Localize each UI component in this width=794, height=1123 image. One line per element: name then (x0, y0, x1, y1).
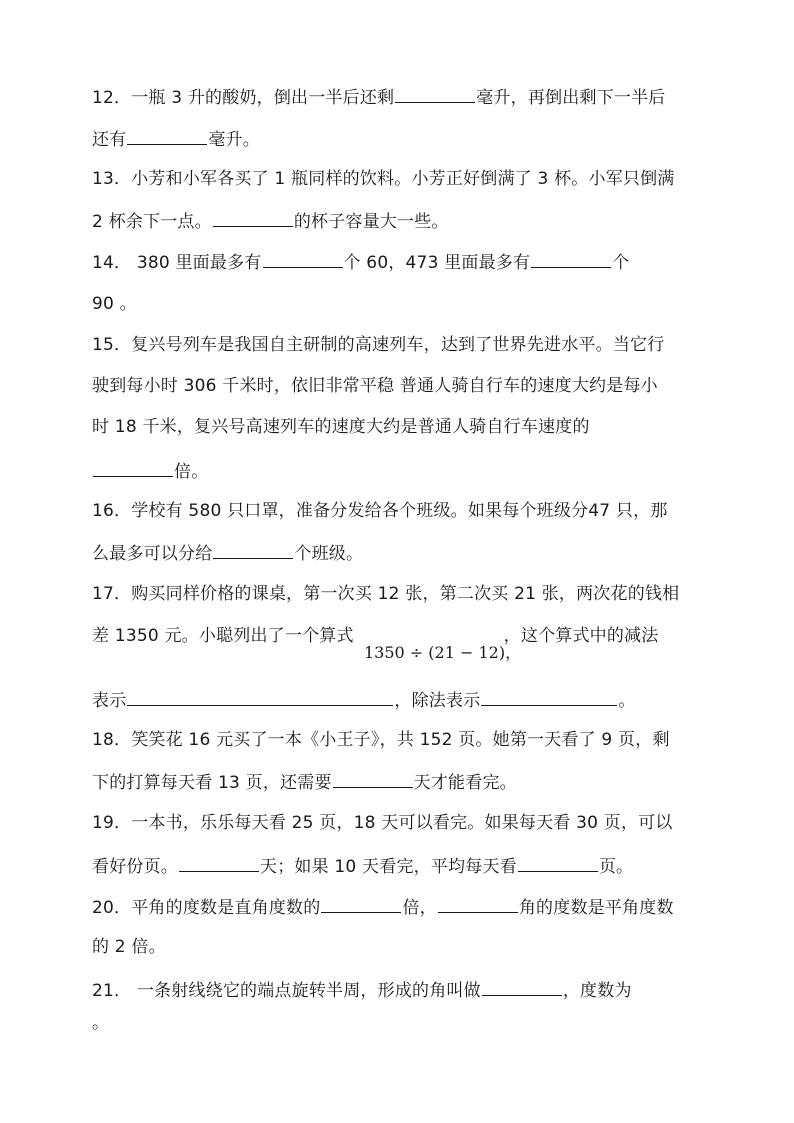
q18-line-2: 下的打算每天看 13 页，还需要 天才能看完。 (92, 773, 517, 793)
q21-line-1: 21． 一条射线绕它的端点旋转半周，形成的角叫做 ，度数为 (92, 981, 632, 1001)
q20-line-2: 的 2 倍。 (92, 937, 166, 957)
answer-blank[interactable] (395, 86, 475, 103)
q14-line-2: 90 。 (92, 294, 137, 314)
answer-blank[interactable] (93, 460, 173, 477)
q13-line-2: 2 杯余下一点。 的杯子容量大一些。 (92, 212, 449, 232)
answer-blank[interactable] (531, 251, 611, 268)
q16-line-1: 16．学校有 580 只口罩，准备分发给各个班级。如果每个班级分47 只，那 (92, 501, 668, 521)
answer-blank[interactable] (438, 896, 518, 913)
q15-line-4: 倍。 (92, 460, 208, 482)
answer-blank[interactable] (127, 689, 393, 706)
q17-line-1: 17．购买同样价格的课桌，第一次买 12 张，第二次买 21 张，两次花的钱相 (92, 584, 680, 604)
answer-blank[interactable] (263, 251, 343, 268)
q18-line-1: 18．笑笑花 16 元买了一本《小王子》，共 152 页。她第一天看了 9 页，剩 (92, 730, 670, 750)
q14-line-1: 14． 380 里面最多有 个 60，473 里面最多有 个 (92, 253, 630, 273)
q20-line-1: 20．平角的度数是直角度数的 倍， 角的度数是平角度数 (92, 898, 674, 918)
q13-line-1: 13．小芳和小军各买了 1 瓶同样的饮料。小芳正好倒满了 3 杯。小军只倒满 (92, 169, 675, 189)
answer-blank[interactable] (213, 210, 293, 227)
q17-line-2: 差 1350 元。小聪列出了一个算式 ，这个算式中的减法 (92, 626, 659, 646)
q12-line-2: 还有 毫升。 (92, 130, 261, 150)
answer-blank[interactable] (321, 896, 401, 913)
q17-line-3: 表示 ，除法表示 。 (92, 691, 636, 711)
answer-blank[interactable] (179, 855, 259, 872)
q21-line-2: 。 (92, 1013, 110, 1033)
q19-line-1: 19．一本书，乐乐每天看 25 页，18 天可以看完。如果每天看 30 页，可以 (92, 813, 673, 833)
answer-blank[interactable] (213, 542, 293, 559)
q19-line-2: 看好份页。 天；如果 10 天看完，平均每天看 页。 (92, 857, 634, 877)
q12-line-1: 12．一瓶 3 升的酸奶，倒出一半后还剩 毫升，再倒出剩下一半后 (92, 88, 666, 108)
q16-line-2: 么最多可以分给 个班级。 (92, 544, 364, 564)
q15-line-3: 时 18 千米，复兴号高速列车的速度大约是普通人骑自行车速度的 (92, 417, 590, 437)
answer-blank[interactable] (127, 128, 207, 145)
answer-blank[interactable] (482, 979, 562, 996)
answer-blank[interactable] (333, 771, 413, 788)
answer-blank[interactable] (518, 855, 598, 872)
q17-formula: 1350 ÷ (21 − 12)， (364, 643, 522, 662)
answer-blank[interactable] (481, 689, 617, 706)
q15-line-1: 15．复兴号列车是我国自主研制的高速列车，达到了世界先进水平。当它行 (92, 335, 665, 355)
q15-line-2: 驶到每小时 306 千米时，依旧非常平稳 普通人骑自行车的速度大约是每小 (92, 376, 658, 396)
